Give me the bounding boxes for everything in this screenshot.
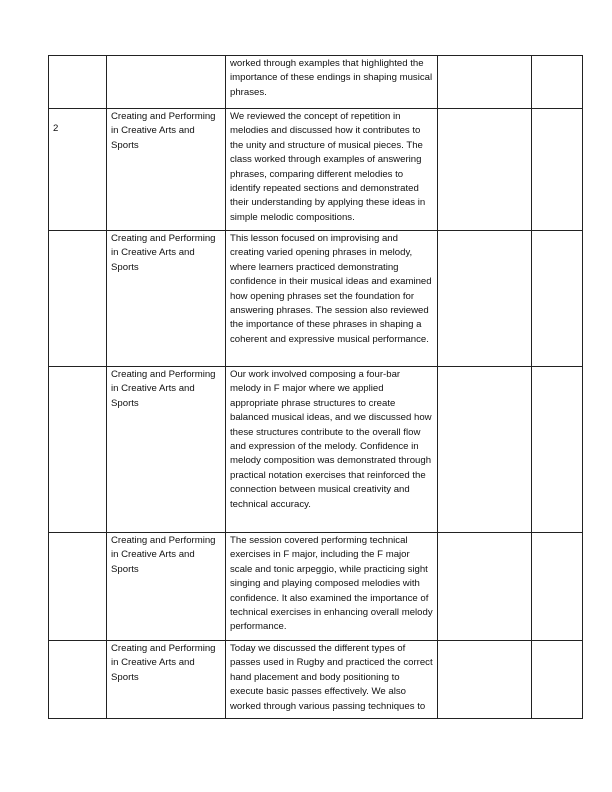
strand-cell: Creating and Performing in Creative Arts and Sports — [107, 533, 226, 641]
week-cell: 2 — [49, 109, 107, 231]
table-row — [49, 641, 583, 719]
empty-cell — [438, 231, 532, 367]
table-row — [49, 109, 583, 231]
description-cell: We reviewed the concept of repetition in melodies and discussed how it contributes to the unity and structure of musical pieces. The class worked through examples of answering phrases, comparing different melodies to identify repeated sections and demonstrated their understanding by applying these ideas in simple melodic compositions. — [226, 109, 438, 231]
description-cell: Today we discussed the different types of passes used in Rugby and practiced the correct hand placement and body positioning to execute basic passes effectively. We also worked through various passing techniques to — [226, 641, 438, 719]
strand-cell: Creating and Performing in Creative Arts and Sports — [107, 367, 226, 533]
week-cell — [49, 231, 107, 367]
week-cell — [49, 56, 107, 109]
empty-cell — [438, 56, 532, 109]
week-cell — [49, 367, 107, 533]
week-cell — [49, 641, 107, 719]
strand-cell: Creating and Performing in Creative Arts and Sports — [107, 109, 226, 231]
empty-cell — [438, 109, 532, 231]
empty-cell — [532, 641, 583, 719]
table-row — [49, 231, 583, 367]
empty-cell — [532, 231, 583, 367]
strand-cell: Creating and Performing in Creative Arts and Sports — [107, 231, 226, 367]
empty-cell — [532, 367, 583, 533]
strand-cell — [107, 56, 226, 109]
lesson-log-table — [48, 55, 583, 719]
empty-cell — [532, 109, 583, 231]
table-row — [49, 533, 583, 641]
empty-cell — [438, 641, 532, 719]
week-cell — [49, 533, 107, 641]
description-cell: Our work involved composing a four-bar melody in F major where we applied appropriate phrase structures to create balanced musical ideas, and we discussed how these structures contribute to the overall flow and expression of the melody. Confidence in melody composition was demonstrated through practical notation exercises that reinforced the connection between musical creativity and technical accuracy. — [226, 367, 438, 533]
empty-cell — [438, 533, 532, 641]
strand-cell: Creating and Performing in Creative Arts and Sports — [107, 641, 226, 719]
description-cell: This lesson focused on improvising and creating varied opening phrases in melody, where learners practiced demonstrating confidence in their musical ideas and examined how opening phrases set the foundation for answering phrases. The session also reviewed the importance of these phrases in shaping a coherent and expressive musical performance. — [226, 231, 438, 367]
table-row — [49, 367, 583, 533]
description-cell: worked through examples that highlighted the importance of these endings in shaping musical phrases. — [226, 56, 438, 109]
description-cell: The session covered performing technical exercises in F major, including the F major scale and tonic arpeggio, while practicing sight singing and playing composed melodies with confidence. It also examined the importance of technical exercises in enhancing overall melody performance. — [226, 533, 438, 641]
table-row — [49, 56, 583, 109]
empty-cell — [532, 56, 583, 109]
empty-cell — [438, 367, 532, 533]
empty-cell — [532, 533, 583, 641]
